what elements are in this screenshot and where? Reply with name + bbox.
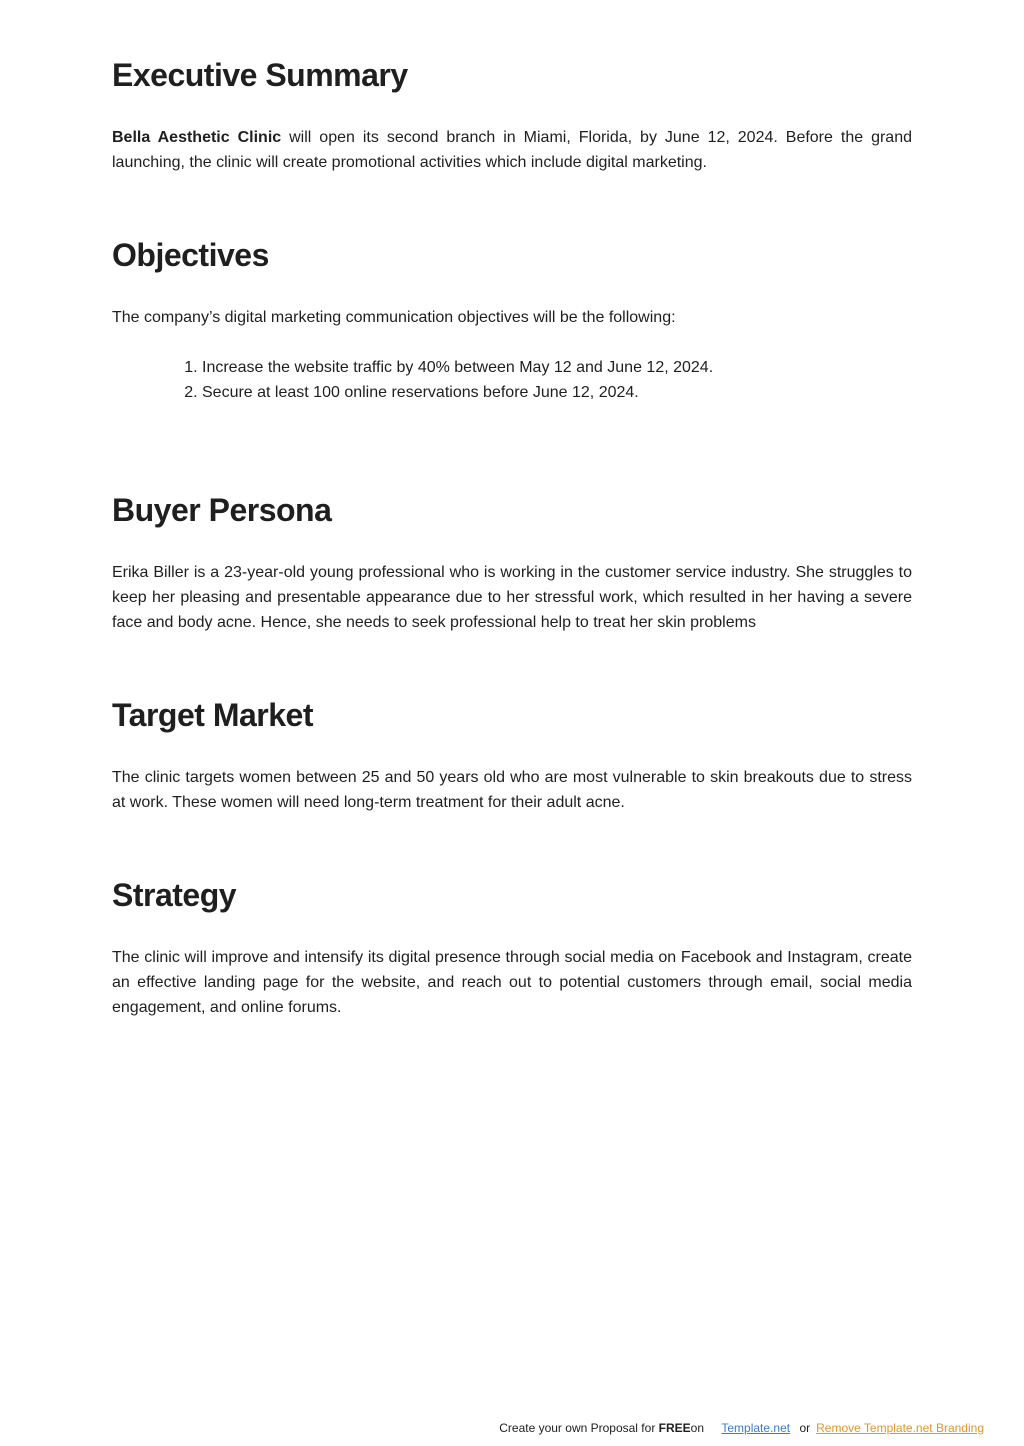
remove-branding-link[interactable]: Remove Template.net Branding <box>816 1421 984 1435</box>
clinic-name: Bella Aesthetic Clinic <box>112 129 282 146</box>
objectives-intro-paragraph: The company’s digital marketing communication objectives will be the following: <box>112 309 676 326</box>
section-executive-summary <box>112 55 912 95</box>
footer-free: FREE <box>658 1421 691 1435</box>
footer-on: on <box>690 1421 705 1435</box>
branding-footer <box>499 1419 984 1437</box>
list-item: 2. Secure at least 100 online reservations before June 12, 2024. <box>202 380 912 405</box>
objectives-list <box>112 355 912 405</box>
executive-summary-paragraph <box>112 125 912 175</box>
buyer-persona-paragraph: Erika Biller is a 23-year-old young professional who is working in the customer service industry. She struggles to keep her pleasing and presentable appearance due to her stressful work, which resulted in her having a severe face and body acne. Hence, she needs to seek professional help to treat her skin problems <box>112 564 912 631</box>
heading-buyer-persona: Buyer Persona <box>112 492 332 528</box>
target-market-body <box>112 765 912 815</box>
footer-prefix: Create your own Proposal for <box>499 1421 659 1435</box>
footer-or: or <box>799 1421 811 1435</box>
heading-executive-summary: Executive Summary <box>112 57 408 93</box>
template-net-link[interactable]: Template.net <box>721 1421 791 1435</box>
list-item: 1. Increase the website traffic by 40% between May 12 and June 12, 2024. <box>202 355 912 380</box>
section-strategy <box>112 875 912 915</box>
section-objectives <box>112 235 912 275</box>
executive-summary-body <box>112 125 912 175</box>
executive-summary-text: will open its second branch in Miami, Florida, by June 12, 2024. Before the grand launching, the clinic will create promotional activities which include digital marketing. <box>112 129 912 171</box>
strategy-paragraph: The clinic will improve and intensify its digital presence through social media on Facebook and Instagram, create an effective landing page for the website, and reach out to potential customers through email, social media engagement, and online forums. <box>112 949 912 1016</box>
heading-target-market: Target Market <box>112 697 313 733</box>
objectives-intro <box>112 305 912 330</box>
buyer-persona-body <box>112 560 912 635</box>
target-market-paragraph: The clinic targets women between 25 and 50 years old who are most vulnerable to skin breakouts due to stress at work. These women will need long-term treatment for their adult acne. <box>112 769 912 811</box>
strategy-body <box>112 945 912 1020</box>
heading-strategy: Strategy <box>112 877 237 913</box>
section-buyer-persona <box>112 490 912 530</box>
heading-objectives: Objectives <box>112 237 269 273</box>
objectives-list-wrap <box>112 355 912 405</box>
section-target-market <box>112 695 912 735</box>
